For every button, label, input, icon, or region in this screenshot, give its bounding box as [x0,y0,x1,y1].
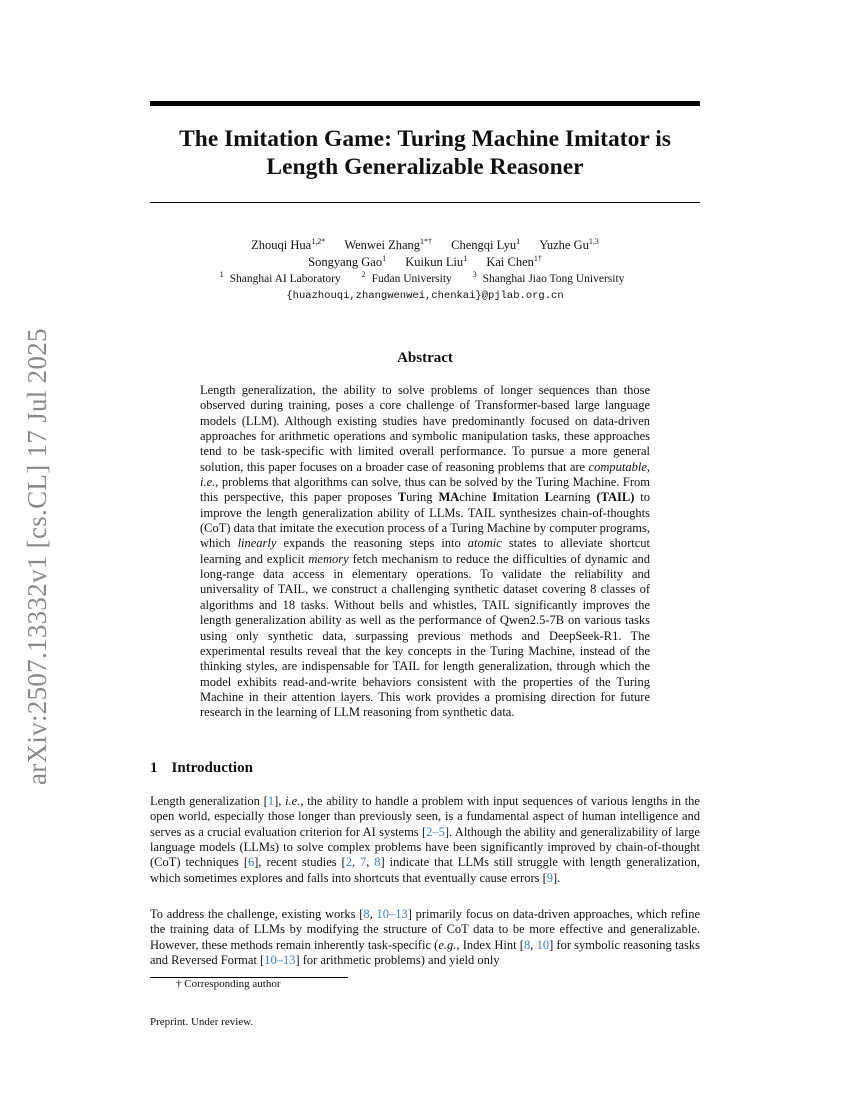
author: Kai Chen$^{1\dagger}$ [486,254,542,269]
author-row-1 [150,237,700,254]
author-row-2 [150,254,700,271]
citation-link[interactable]: 8 [363,907,370,921]
affiliation: $^2$ Fudan University [361,270,452,285]
citation-link[interactable]: 1 [267,794,275,808]
citation-link[interactable]: 10–13 [376,907,408,921]
author: Wenwei Zhang$^{1*\dagger}$ [344,237,433,252]
abstract-heading: Abstract [397,350,453,366]
title-line-1: The Imitation Game: Turing Machine Imitator is [179,126,671,152]
affiliation: $^3$ Shanghai Jiao Tong University [472,270,625,285]
preprint-note: Preprint. Under review. [150,1016,254,1028]
citation-link[interactable]: 10 [536,937,550,952]
section-heading-introduction: 1 Introduction [150,760,253,776]
author-emails: {huazhouqi,zhangwenwei,chenkai}@pjlab.org.cn [286,290,564,302]
arxiv-identifier-stamp: arXiv:2507.13332v1 [cs.CL] 17 Jul 2025 [22,328,52,785]
intro-paragraph-1: Length generalization [1], i.e., the ability to handle a problem with input sequences of various lengths in the open world, especially those longer than previously seen, is a fundamental aspect of human intelligence and serves as a crucial evaluation criterion for AI systems [2–5]. Although the ability and generalizability of large language models (LLMs) to solve complex problems have been significantly improved by chain-of-thought (CoT) techniques [6], recent studies [2, 7, 8] indicate that LLMs still struggle with length generalization, which sometimes explores and falls into shortcuts that eventually cause errors [9]. [150,794,701,885]
citation-link[interactable]: 2 [345,855,352,870]
author: Zhouqi Hua$^{1,2*}$ [251,237,326,252]
citation-link[interactable]: 7 [360,855,367,870]
title-top-rule [150,101,700,106]
citation-link[interactable]: 8 [523,937,531,952]
intro-paragraph-2: To address the challenge, existing works [8, 10–13] primarily focus on data-driven approaches, which refine the training data of LLMs by modifying the structure of CoT data to be more effective and generalizable. However, these methods remain inherently task-specific (e.g., Index Hint [8, 10] for symbolic reasoning tasks and Reversed Format [10–13] for arithmetic problems) and yield only [150,907,701,968]
title-line-2: Length Generalizable Reasoner [266,154,584,180]
author: Chengqi Lyu$^1$ [451,237,521,252]
paper-title [150,125,700,181]
citation-link[interactable]: 2–5 [426,824,445,839]
footnote-corresponding-author: † Corresponding author [176,978,281,990]
affiliations [150,271,700,288]
author: Yuzhe Gu$^{1,3}$ [539,237,599,252]
citation-link[interactable]: 10–13 [264,953,296,968]
citation-link[interactable]: 6 [248,855,255,870]
citation-link[interactable]: 9 [546,870,554,885]
author: Kuikun Liu$^1$ [405,254,468,269]
affiliation: $^1$ Shanghai AI Laboratory [219,270,341,285]
author: Songyang Gao$^1$ [308,254,387,269]
abstract-body: Length generalization, the ability to solve problems of longer sequences than those observed during training, poses a core challenge of Transformer-based large language models (LLM). Although existing studies have predominantly focused on data-driven approaches for arithmetic operations and symbolic manipulation tasks, these approaches tend to be task-specific with limited overall performance. To pursue a more general solution, this paper focuses on a broader case of reasoning problems that are computable, i.e., problems that algorithms can solve, thus can be solved by the Turing Machine. From this perspective, this paper proposes Turing MAchine Imitation Learning (TAIL) to improve the length generalization ability of LLMs. TAIL synthesizes chain-of-thoughts (CoT) data that imitate the execution process of a Turing Machine by computer programs, which linearly expands the reasoning steps into atomic states to alleviate shortcut learning and explicit memory fetch mechanism to reduce the difficulties of dynamic and long-range data access in elementary operations. To validate the reliability and universality of TAIL, we construct a challenging synthetic dataset covering 8 classes of algorithms and 18 tasks. Without bells and whistles, TAIL significantly improves the length generalization ability as well as the performance of Qwen2.5-7B on various tasks using only synthetic data, surpassing previous methods and DeepSeek-R1. The experimental results reveal that the key concepts in the Turing Machine, instead of the thinking styles, are indispensable for TAIL for length generalization, through which the model exhibits read-and-write behaviors consistent with the properties of the Turing Machine in their attention layers. This work provides a promising direction for future research in the learning of LLM reasoning from synthetic data. [200,383,650,720]
author-block [150,237,700,305]
citation-link[interactable]: 8 [374,855,381,870]
title-bottom-rule [150,202,700,203]
